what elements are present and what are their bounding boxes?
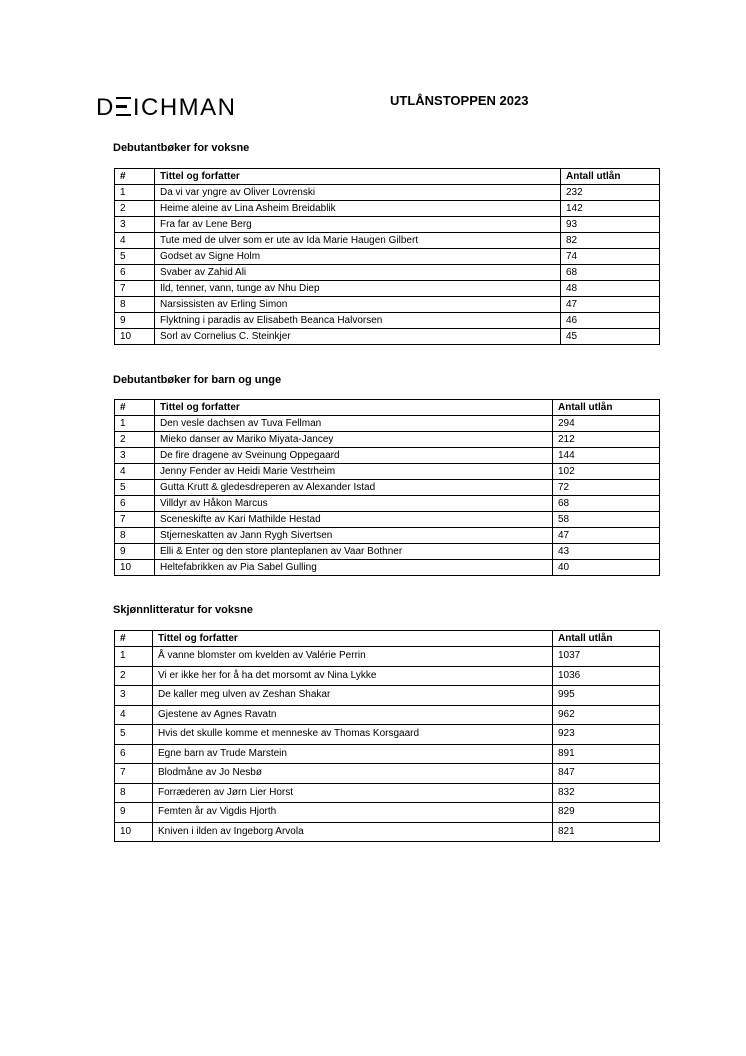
cell-rank: 7	[115, 764, 153, 784]
cell-loan-count: 43	[553, 544, 660, 560]
cell-title-author: Forræderen av Jørn Lier Horst	[153, 783, 553, 803]
cell-loan-count: 891	[553, 744, 660, 764]
cell-title-author: Flyktning i paradis av Elisabeth Beanca Halvorsen	[155, 313, 561, 329]
deichman-logo	[96, 94, 237, 122]
cell-loan-count: 40	[553, 560, 660, 576]
table-row	[115, 560, 660, 576]
cell-rank: 3	[115, 448, 155, 464]
cell-loan-count: 48	[561, 281, 660, 297]
cell-title-author: De kaller meg ulven av Zeshan Shakar	[153, 686, 553, 706]
cell-rank: 2	[115, 432, 155, 448]
cell-title-author: Femten år av Vigdis Hjorth	[153, 803, 553, 823]
cell-title-author: Narsissisten av Erling Simon	[155, 297, 561, 313]
cell-loan-count: 847	[553, 764, 660, 784]
cell-title-author: Svaber av Zahid Ali	[155, 265, 561, 281]
table-row	[115, 822, 660, 842]
table-row	[115, 480, 660, 496]
cell-loan-count: 93	[561, 217, 660, 233]
cell-title-author: Heime aleine av Lina Asheim Breidablik	[155, 201, 561, 217]
cell-title-author: Hvis det skulle komme et menneske av Thomas Korsgaard	[153, 725, 553, 745]
cell-loan-count: 72	[553, 480, 660, 496]
table-row	[115, 464, 660, 480]
cell-rank: 8	[115, 297, 155, 313]
cell-title-author: Gjestene av Agnes Ravatn	[153, 705, 553, 725]
cell-title-author: Vi er ikke her for å ha det morsomt av Nina Lykke	[153, 666, 553, 686]
table-header-row	[115, 400, 660, 416]
cell-rank: 5	[115, 725, 153, 745]
cell-rank: 1	[115, 647, 153, 667]
cell-loan-count: 995	[553, 686, 660, 706]
table-row	[115, 297, 660, 313]
column-header-rank: #	[115, 400, 155, 416]
cell-title-author: Elli & Enter og den store planteplanen av Vaar Bothner	[155, 544, 553, 560]
cell-rank: 4	[115, 464, 155, 480]
cell-title-author: De fire dragene av Sveinung Oppegaard	[155, 448, 553, 464]
cell-title-author: Kniven i ilden av Ingeborg Arvola	[153, 822, 553, 842]
table-debut-adult	[114, 168, 660, 345]
column-header-title: Tittel og forfatter	[155, 169, 561, 185]
table-row	[115, 217, 660, 233]
cell-loan-count: 47	[561, 297, 660, 313]
cell-loan-count: 82	[561, 233, 660, 249]
table-body	[115, 647, 660, 842]
column-header-loans: Antall utlån	[561, 169, 660, 185]
cell-title-author: Egne barn av Trude Marstein	[153, 744, 553, 764]
table-row	[115, 528, 660, 544]
cell-loan-count: 46	[561, 313, 660, 329]
cell-rank: 6	[115, 265, 155, 281]
cell-title-author: Godset av Signe Holm	[155, 249, 561, 265]
cell-rank: 1	[115, 416, 155, 432]
cell-loan-count: 962	[553, 705, 660, 725]
cell-loan-count: 142	[561, 201, 660, 217]
column-header-loans: Antall utlån	[553, 400, 660, 416]
table-row	[115, 432, 660, 448]
cell-loan-count: 212	[553, 432, 660, 448]
cell-title-author: Tute med de ulver som er ute av Ida Marie Haugen Gilbert	[155, 233, 561, 249]
table-row	[115, 705, 660, 725]
cell-title-author: Mieko danser av Mariko Miyata-Jancey	[155, 432, 553, 448]
cell-loan-count: 294	[553, 416, 660, 432]
cell-loan-count: 47	[553, 528, 660, 544]
cell-rank: 4	[115, 233, 155, 249]
table-row	[115, 313, 660, 329]
table-row	[115, 512, 660, 528]
document-title: UTLÅNSTOPPEN 2023	[390, 93, 529, 108]
table-row	[115, 744, 660, 764]
table-row	[115, 544, 660, 560]
cell-title-author: Jenny Fender av Heidi Marie Vestrheim	[155, 464, 553, 480]
cell-rank: 8	[115, 783, 153, 803]
table-row	[115, 201, 660, 217]
cell-title-author: Stjerneskatten av Jann Rygh Sivertsen	[155, 528, 553, 544]
cell-rank: 3	[115, 217, 155, 233]
cell-title-author: Blodmåne av Jo Nesbø	[153, 764, 553, 784]
cell-rank: 10	[115, 822, 153, 842]
column-header-title: Tittel og forfatter	[155, 400, 553, 416]
cell-title-author: Villdyr av Håkon Marcus	[155, 496, 553, 512]
table-row	[115, 329, 660, 345]
cell-title-author: Å vanne blomster om kvelden av Valérie Perrin	[153, 647, 553, 667]
table-row	[115, 185, 660, 201]
cell-rank: 10	[115, 329, 155, 345]
cell-rank: 10	[115, 560, 155, 576]
table-row	[115, 725, 660, 745]
cell-rank: 9	[115, 803, 153, 823]
cell-rank: 7	[115, 281, 155, 297]
logo-e-glyph	[116, 97, 131, 116]
cell-loan-count: 923	[553, 725, 660, 745]
cell-loan-count: 58	[553, 512, 660, 528]
column-header-rank: #	[115, 631, 153, 647]
column-header-rank: #	[115, 169, 155, 185]
section-title-debut-children: Debutantbøker for barn og unge	[113, 374, 282, 386]
cell-rank: 1	[115, 185, 155, 201]
table-row	[115, 265, 660, 281]
cell-loan-count: 68	[553, 496, 660, 512]
cell-rank: 2	[115, 201, 155, 217]
cell-loan-count: 68	[561, 265, 660, 281]
table-body	[115, 185, 660, 345]
cell-loan-count: 832	[553, 783, 660, 803]
cell-rank: 5	[115, 249, 155, 265]
logo-letter-d: D	[96, 94, 115, 121]
section-title-fiction-adult: Skjønnlitteratur for voksne	[113, 604, 253, 616]
table-header-row	[115, 631, 660, 647]
table-row	[115, 666, 660, 686]
table-row	[115, 281, 660, 297]
cell-title-author: Da vi var yngre av Oliver Lovrenski	[155, 185, 561, 201]
table-row	[115, 647, 660, 667]
cell-rank: 5	[115, 480, 155, 496]
table-row	[115, 764, 660, 784]
cell-title-author: Ild, tenner, vann, tunge av Nhu Diep	[155, 281, 561, 297]
cell-loan-count: 1036	[553, 666, 660, 686]
cell-title-author: Sceneskifte av Kari Mathilde Hestad	[155, 512, 553, 528]
cell-rank: 8	[115, 528, 155, 544]
section-title-debut-adult: Debutantbøker for voksne	[113, 142, 250, 154]
cell-rank: 4	[115, 705, 153, 725]
cell-loan-count: 1037	[553, 647, 660, 667]
table-row	[115, 416, 660, 432]
cell-rank: 6	[115, 744, 153, 764]
table-header-row	[115, 169, 660, 185]
cell-title-author: Heltefabrikken av Pia Sabel Gulling	[155, 560, 553, 576]
cell-rank: 2	[115, 666, 153, 686]
cell-title-author: Sorl av Cornelius C. Steinkjer	[155, 329, 561, 345]
table-row	[115, 448, 660, 464]
table-body	[115, 416, 660, 576]
cell-loan-count: 821	[553, 822, 660, 842]
cell-rank: 9	[115, 313, 155, 329]
table-row	[115, 496, 660, 512]
table-row	[115, 783, 660, 803]
cell-loan-count: 144	[553, 448, 660, 464]
cell-title-author: Fra far av Lene Berg	[155, 217, 561, 233]
column-header-loans: Antall utlån	[553, 631, 660, 647]
cell-rank: 6	[115, 496, 155, 512]
cell-rank: 7	[115, 512, 155, 528]
logo-letters-ichman: ICHMAN	[132, 94, 237, 121]
cell-loan-count: 45	[561, 329, 660, 345]
cell-loan-count: 829	[553, 803, 660, 823]
cell-rank: 9	[115, 544, 155, 560]
table-debut-children	[114, 399, 660, 576]
cell-rank: 3	[115, 686, 153, 706]
table-fiction-adult	[114, 630, 660, 842]
column-header-title: Tittel og forfatter	[153, 631, 553, 647]
cell-loan-count: 74	[561, 249, 660, 265]
cell-title-author: Gutta Krutt & gledesdreperen av Alexander Istad	[155, 480, 553, 496]
table-row	[115, 233, 660, 249]
table-row	[115, 686, 660, 706]
cell-loan-count: 232	[561, 185, 660, 201]
table-row	[115, 249, 660, 265]
cell-title-author: Den vesle dachsen av Tuva Fellman	[155, 416, 553, 432]
table-row	[115, 803, 660, 823]
cell-loan-count: 102	[553, 464, 660, 480]
